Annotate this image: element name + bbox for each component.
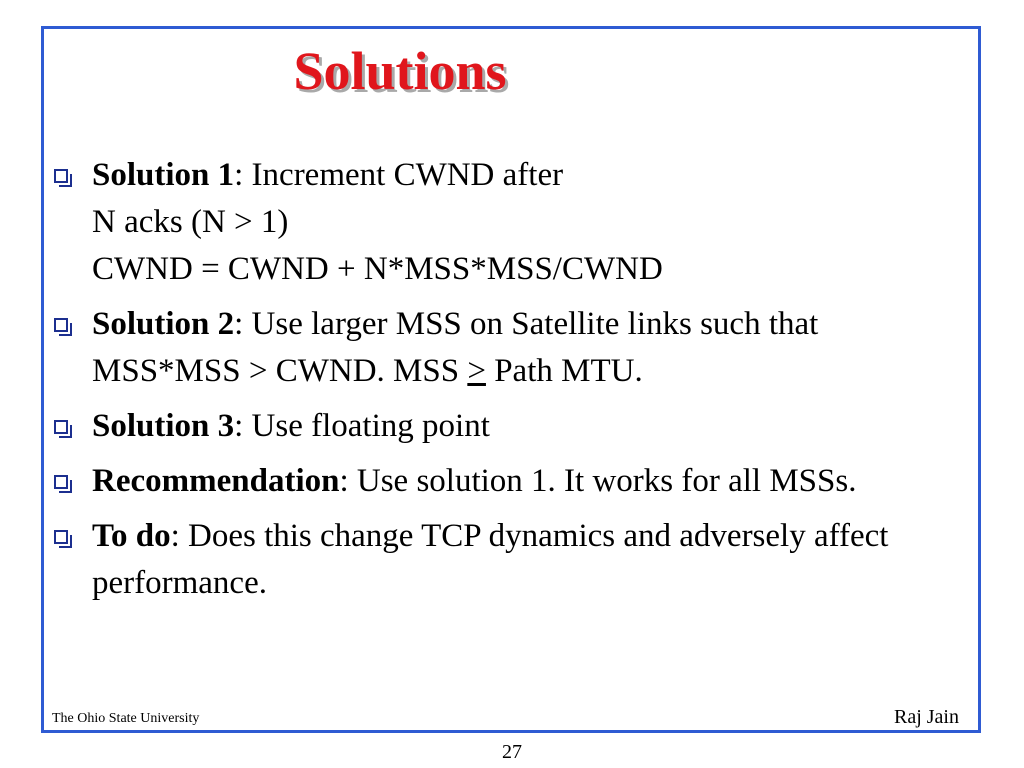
- footer-institution: The Ohio State University: [52, 711, 200, 726]
- bullet-term: Recommendation: [92, 463, 340, 499]
- hollow-square-icon: [54, 169, 68, 183]
- bullet-text: : Does this change TCP dynamics and adversely affect performance.: [92, 518, 889, 601]
- hollow-square-icon: [54, 318, 68, 332]
- bullet-text: : Use floating point: [234, 408, 490, 444]
- bullet-item-recommendation: [54, 458, 959, 505]
- greater-equal-symbol: >: [467, 353, 486, 389]
- bullet-line-2: N acks (N > 1): [92, 204, 289, 240]
- bullet-line-3: CWND = CWND + N*MSS*MSS/CWND: [92, 251, 663, 287]
- bullet-text: : Use solution 1. It works for all MSSs.: [339, 463, 857, 499]
- bullet-item-solution-3: [54, 403, 959, 450]
- slide-title: Solutions: [293, 41, 507, 101]
- bullet-term: Solution 1: [92, 157, 235, 193]
- hollow-square-icon: [54, 420, 68, 434]
- footer-author: Raj Jain: [894, 706, 959, 728]
- bullet-item-to-do: [54, 513, 959, 607]
- hollow-square-icon: [54, 530, 68, 544]
- bullet-text: : Increment CWND after: [234, 157, 564, 193]
- bullet-term: To do: [92, 518, 171, 554]
- bullet-item-solution-1: [54, 152, 959, 293]
- bullet-term: Solution 2: [92, 306, 235, 342]
- bullet-text: : Use larger MSS on Satellite links such that MSS*MSS > CWND. MSS: [92, 306, 819, 389]
- bullet-list: [54, 152, 959, 615]
- bullet-line: [92, 152, 959, 199]
- bullet-text-tail: Path MTU.: [485, 353, 643, 389]
- bullet-item-solution-2: [54, 301, 959, 395]
- hollow-square-icon: [54, 475, 68, 489]
- page-number: 27: [502, 741, 522, 763]
- bullet-term: Solution 3: [92, 408, 235, 444]
